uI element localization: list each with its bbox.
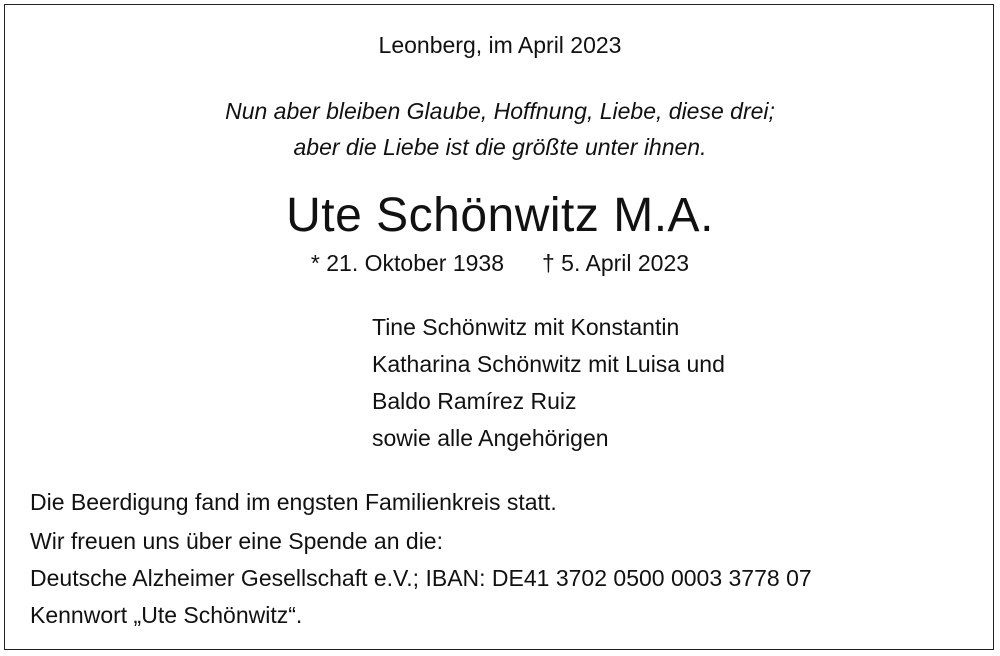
bible-verse xyxy=(0,93,1000,165)
deceased-name: Ute Schönwitz M.A. xyxy=(286,189,714,242)
funeral-notice xyxy=(30,484,812,634)
death-date: † 5. April 2023 xyxy=(542,250,690,276)
donation-line: Deutsche Alzheimer Gesellschaft e.V.; IBAN: DE41 3702 0500 0003 3778 07 xyxy=(30,565,812,591)
mourner-line: Tine Schönwitz mit Konstantin xyxy=(372,314,680,340)
donation-line: Kennwort „Ute Schönwitz“. xyxy=(30,602,303,628)
mourner-line: Baldo Ramírez Ruiz xyxy=(372,388,577,414)
life-dates xyxy=(0,247,1000,279)
verse-line: aber die Liebe ist die größte unter ihnen. xyxy=(293,134,707,160)
donation-line: Wir freuen uns über eine Spende an die: xyxy=(30,528,443,554)
verse-line: Nun aber bleiben Glaube, Hoffnung, Liebe, diese drei; xyxy=(225,98,775,124)
funeral-text: Die Beerdigung fand im engsten Familienkreis statt. xyxy=(30,489,557,515)
mourners-list xyxy=(372,309,725,457)
mourner-line: Katharina Schönwitz mit Luisa und xyxy=(372,351,725,377)
mourner-line: sowie alle Angehörigen xyxy=(372,425,609,451)
birth-date: * 21. Oktober 1938 xyxy=(310,250,504,276)
place-date: Leonberg, im April 2023 xyxy=(378,32,622,58)
